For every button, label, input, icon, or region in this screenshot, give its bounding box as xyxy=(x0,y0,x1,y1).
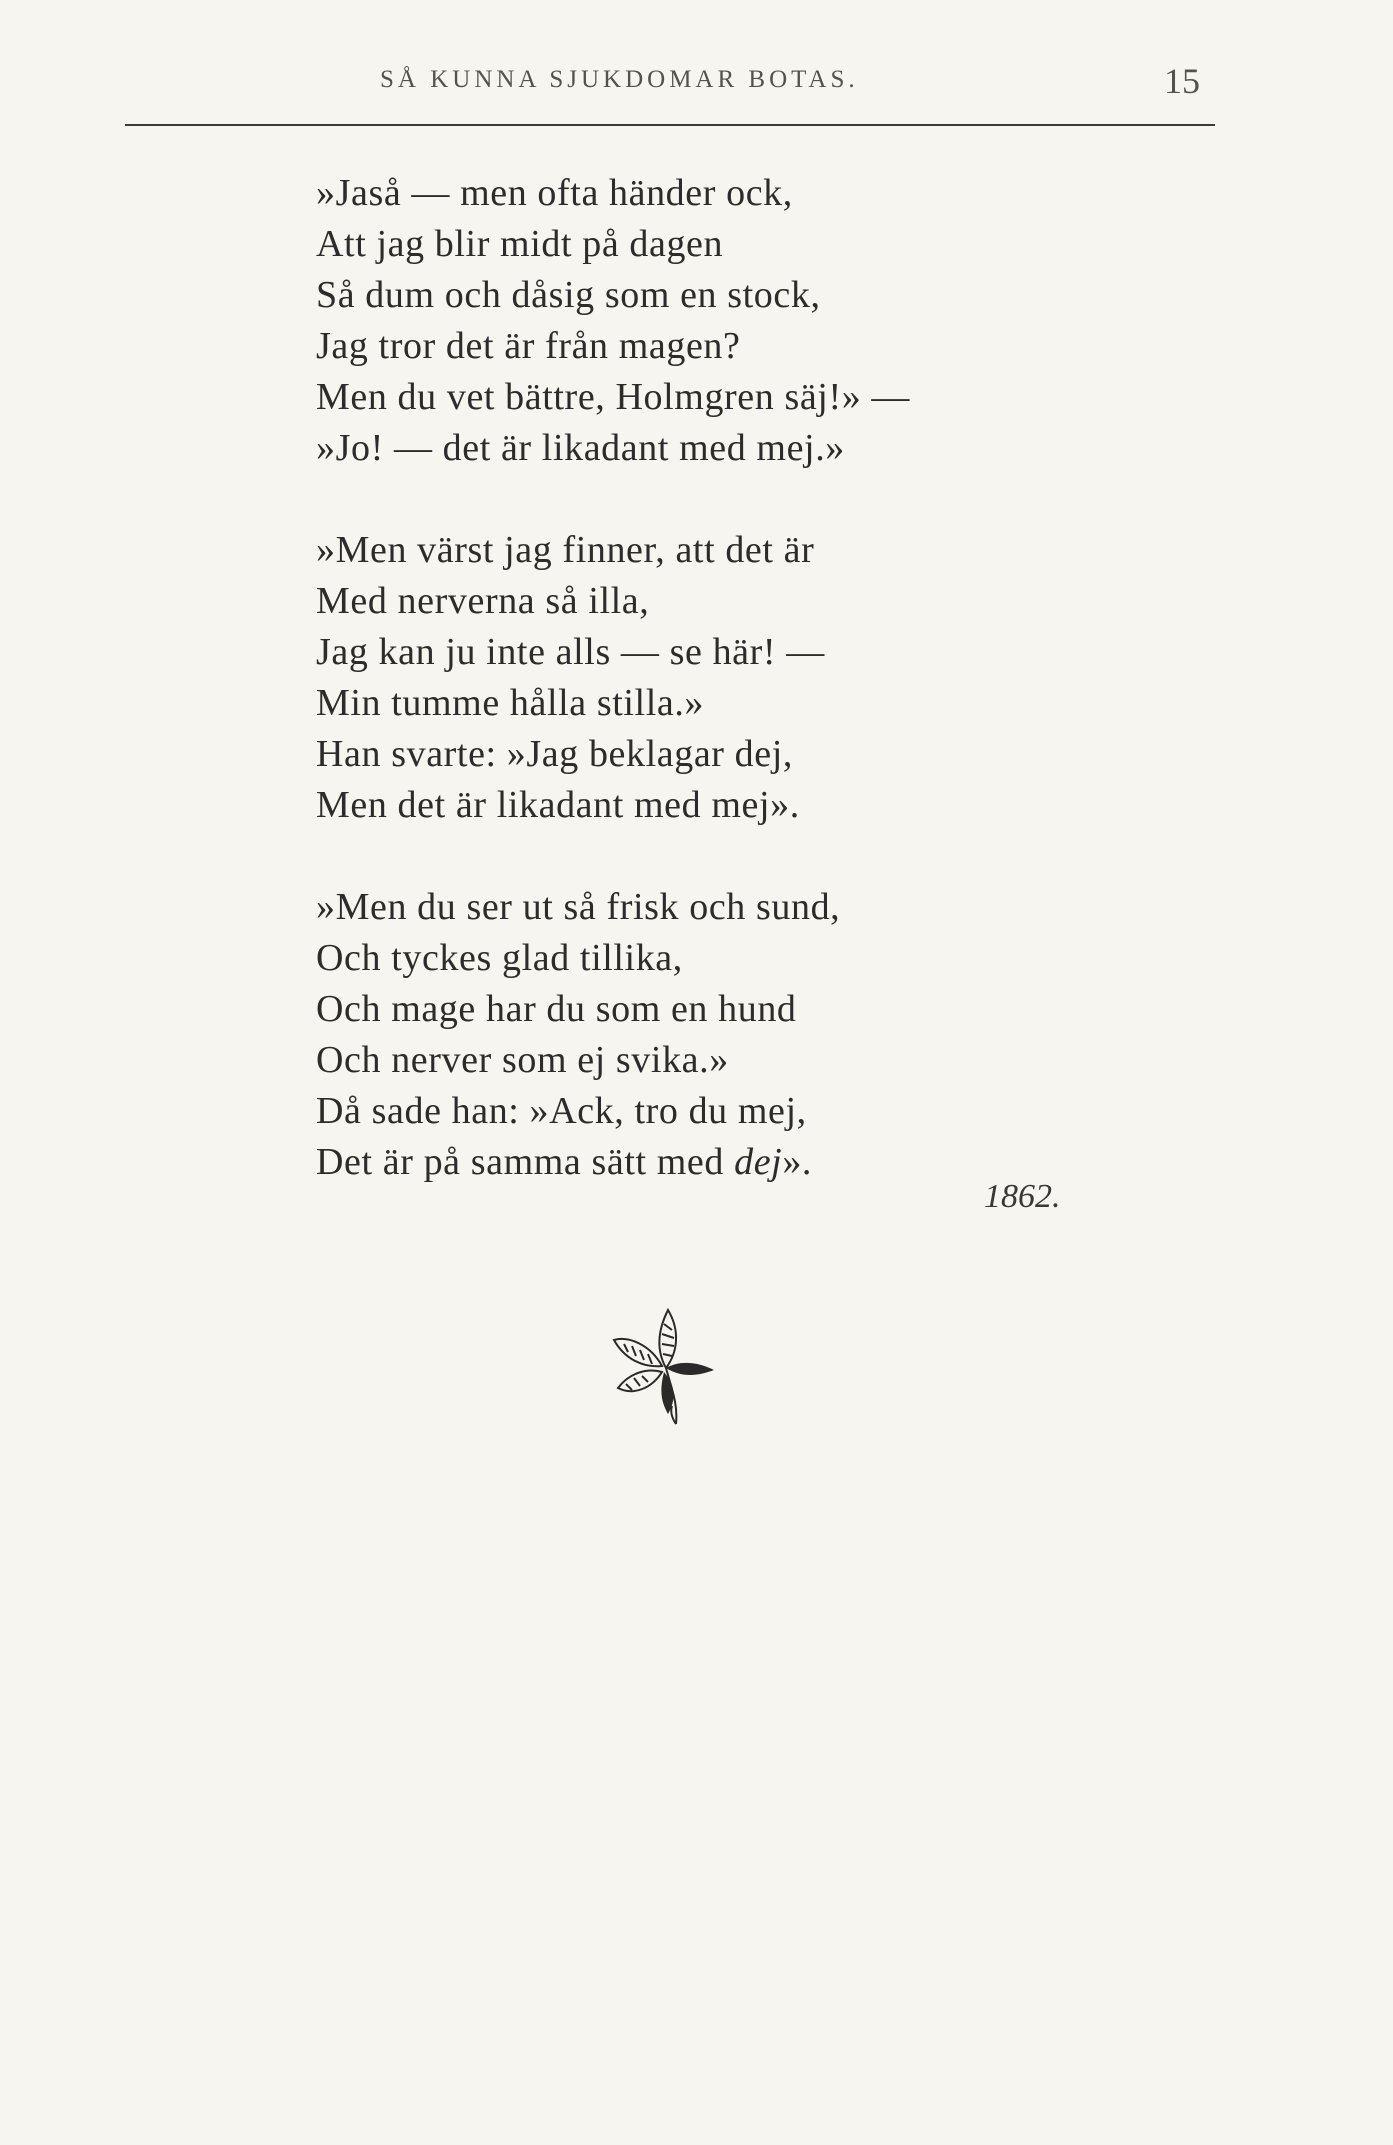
poem-line: »Jaså — men ofta händer ock, xyxy=(316,172,793,214)
poem-line: »Men du ser ut så frisk och sund, xyxy=(316,886,841,928)
poem-line: Jag tror det är från magen? xyxy=(316,325,741,367)
poem-last-line xyxy=(316,1137,910,1188)
poem-line: Men du vet bättre, Holmgren säj!» — xyxy=(316,376,911,418)
page-number: 15 xyxy=(1164,61,1200,101)
last-line-end: ». xyxy=(782,1141,813,1183)
stanza-1 xyxy=(316,168,910,474)
running-head xyxy=(0,61,1393,106)
header-rule xyxy=(125,124,1215,126)
poem-line: Han svarte: »Jag beklagar dej, xyxy=(316,733,793,775)
poem-line: »Men värst jag finner, att det är xyxy=(316,529,815,571)
stanza-2 xyxy=(316,525,910,831)
last-line-text: Det är på samma sätt med xyxy=(316,1141,735,1183)
stanza-3 xyxy=(316,882,910,1188)
poem-date: 1862. xyxy=(984,1178,1061,1215)
poem-line: Att jag blir midt på dagen xyxy=(316,223,724,265)
leaf-ornament-icon xyxy=(606,1300,726,1430)
poem-line: »Jo! — det är likadant med mej.» xyxy=(316,427,845,469)
poem-line: Men det är likadant med mej». xyxy=(316,784,800,826)
poem xyxy=(316,168,910,1188)
poem-line: Då sade han: »Ack, tro du mej, xyxy=(316,1090,807,1132)
poem-line: Jag kan ju inte alls — se här! — xyxy=(316,631,825,673)
poem-line: Min tumme hålla stilla.» xyxy=(316,682,705,724)
poem-line: Och nerver som ej svika.» xyxy=(316,1039,729,1081)
poem-line: Och mage har du som en hund xyxy=(316,988,797,1030)
poem-line: Så dum och dåsig som en stock, xyxy=(316,274,821,316)
running-title: SÅ KUNNA SJUKDOMAR BOTAS. xyxy=(380,66,859,93)
emphasis-word: dej xyxy=(734,1141,783,1183)
poem-line: Och tyckes glad tillika, xyxy=(316,937,683,979)
poem-line: Med nerverna så illa, xyxy=(316,580,650,622)
